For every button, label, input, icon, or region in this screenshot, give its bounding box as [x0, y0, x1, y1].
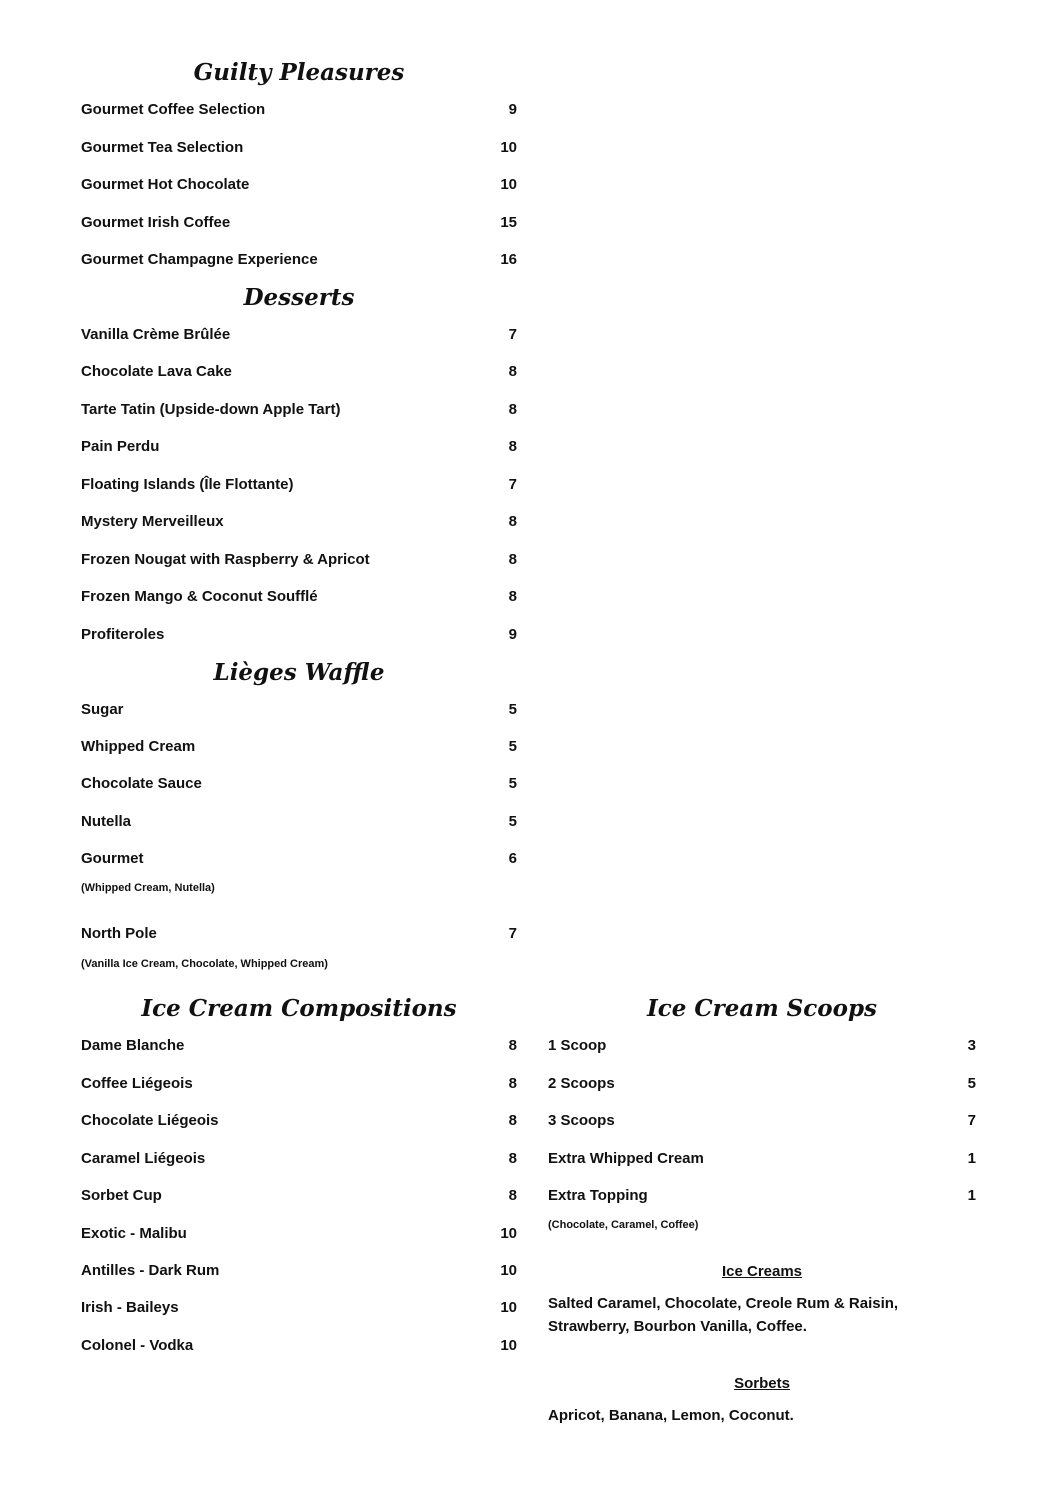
item-price: 8 [508, 401, 517, 418]
item-note: (Whipped Cream, Nutella) [81, 882, 215, 894]
item-price: 10 [500, 139, 517, 156]
menu-item [548, 1185, 976, 1207]
item-price: 7 [508, 476, 517, 493]
item-name: Profiteroles [81, 626, 165, 643]
item-price: 8 [508, 438, 517, 455]
item-name: Frozen Mango & Coconut Soufflé [81, 588, 318, 605]
item-name: Vanilla Crème Brûlée [81, 326, 231, 343]
menu-item [81, 1110, 517, 1132]
item-note: (Vanilla Ice Cream, Chocolate, Whipped Cream) [81, 958, 328, 970]
menu-item [81, 923, 517, 945]
section-title-lieges-waffle: Lièges Waffle [213, 659, 385, 686]
item-name: Nutella [81, 813, 132, 830]
menu-item [81, 474, 517, 496]
item-price: 5 [967, 1075, 976, 1092]
item-price: 10 [500, 1337, 517, 1354]
section-title-ice-cream-compositions: Ice Cream Compositions [141, 995, 457, 1022]
menu-item [81, 212, 517, 234]
item-name: Gourmet Coffee Selection [81, 101, 266, 118]
menu-item [81, 1335, 517, 1357]
menu-item [548, 1110, 976, 1132]
menu-item [81, 848, 517, 870]
item-name: Antilles - Dark Rum [81, 1262, 220, 1279]
item-price: 7 [967, 1112, 976, 1129]
item-price: 7 [508, 925, 517, 942]
menu-item [81, 736, 517, 758]
section-title-ice-cream-scoops: Ice Cream Scoops [646, 995, 878, 1022]
menu-item [81, 1260, 517, 1282]
item-name: Extra Whipped Cream [548, 1150, 704, 1167]
item-price: 9 [508, 101, 517, 118]
item-price: 3 [967, 1037, 976, 1054]
menu-item [81, 174, 517, 196]
menu-item [81, 99, 517, 121]
sorbets-heading: Sorbets [734, 1375, 790, 1392]
menu-item [81, 699, 517, 721]
item-price: 8 [508, 551, 517, 568]
menu-item [81, 1148, 517, 1170]
item-price: 1 [967, 1150, 976, 1167]
item-name: Gourmet Irish Coffee [81, 214, 231, 231]
item-name: North Pole [81, 925, 157, 942]
item-price: 8 [508, 513, 517, 530]
item-price: 10 [500, 1225, 517, 1242]
item-price: 15 [500, 214, 517, 231]
menu-item [81, 1185, 517, 1207]
menu-item [548, 1073, 976, 1095]
item-name: Dame Blanche [81, 1037, 185, 1054]
ice-creams-flavors: Salted Caramel, Chocolate, Creole Rum & Raisin, Strawberry, Bourbon Vanilla, Coffee. [548, 1295, 899, 1335]
item-name: Gourmet Champagne Experience [81, 251, 318, 268]
item-name: Caramel Liégeois [81, 1150, 206, 1167]
item-name: Gourmet Tea Selection [81, 139, 244, 156]
item-price: 5 [508, 738, 517, 755]
item-price: 16 [500, 251, 517, 268]
menu-item [81, 1297, 517, 1319]
item-name: Irish - Baileys [81, 1299, 179, 1316]
item-price: 7 [508, 326, 517, 343]
item-name: Sugar [81, 701, 124, 718]
menu-item [81, 773, 517, 795]
menu-item [81, 249, 517, 271]
item-price: 8 [508, 1075, 517, 1092]
item-name: Mystery Merveilleux [81, 513, 224, 530]
item-price: 9 [508, 626, 517, 643]
ice-creams-heading: Ice Creams [721, 1263, 803, 1280]
item-price: 10 [500, 1262, 517, 1279]
menu-item [81, 549, 517, 571]
item-name: Frozen Nougat with Raspberry & Apricot [81, 551, 370, 568]
item-price: 5 [508, 701, 517, 718]
item-price: 5 [508, 775, 517, 792]
item-name: Chocolate Lava Cake [81, 363, 232, 380]
menu-item [81, 1223, 517, 1245]
item-price: 8 [508, 588, 517, 605]
menu-item [548, 1148, 976, 1170]
item-name: Tarte Tatin (Upside-down Apple Tart) [81, 401, 341, 418]
item-price: 6 [508, 850, 517, 867]
item-name: 2 Scoops [548, 1075, 615, 1092]
menu-item [81, 361, 517, 383]
menu-item [81, 436, 517, 458]
item-name: Pain Perdu [81, 438, 160, 455]
item-name: Gourmet Hot Chocolate [81, 176, 250, 193]
item-price: 1 [967, 1187, 976, 1204]
item-name: Gourmet [81, 850, 144, 867]
item-price: 8 [508, 1112, 517, 1129]
item-price: 8 [508, 1037, 517, 1054]
item-name: 3 Scoops [548, 1112, 615, 1129]
item-note: (Chocolate, Caramel, Coffee) [548, 1219, 699, 1231]
menu-item [81, 624, 517, 646]
item-name: Extra Topping [548, 1187, 648, 1204]
item-price: 8 [508, 1150, 517, 1167]
item-price: 10 [500, 176, 517, 193]
item-name: 1 Scoop [548, 1037, 607, 1054]
sorbets-flavors: Apricot, Banana, Lemon, Coconut. [548, 1407, 794, 1424]
item-price: 8 [508, 1187, 517, 1204]
section-title-desserts: Desserts [243, 284, 355, 311]
item-name: Chocolate Sauce [81, 775, 202, 792]
menu-item [81, 399, 517, 421]
item-price: 10 [500, 1299, 517, 1316]
menu-item [81, 324, 517, 346]
menu-item [81, 586, 517, 608]
item-name: Floating Islands (Île Flottante) [81, 476, 294, 493]
menu-item [548, 1035, 976, 1057]
menu-item [81, 1035, 517, 1057]
item-name: Chocolate Liégeois [81, 1112, 219, 1129]
item-name: Colonel - Vodka [81, 1337, 194, 1354]
menu-item [81, 1073, 517, 1095]
item-name: Coffee Liégeois [81, 1075, 193, 1092]
item-name: Sorbet Cup [81, 1187, 162, 1204]
item-name: Whipped Cream [81, 738, 196, 755]
menu-item [81, 137, 517, 159]
menu-item [81, 511, 517, 533]
item-price: 8 [508, 363, 517, 380]
menu-item [81, 811, 517, 833]
item-name: Exotic - Malibu [81, 1225, 187, 1242]
item-price: 5 [508, 813, 517, 830]
section-title-guilty-pleasures: Guilty Pleasures [193, 59, 405, 86]
